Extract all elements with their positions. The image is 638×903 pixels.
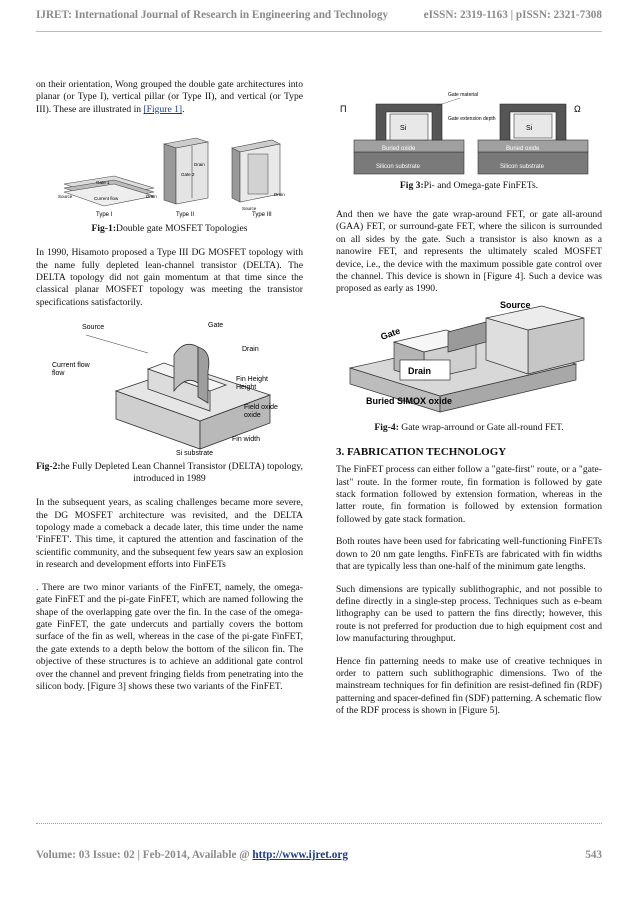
- svg-text:oxide: oxide: [244, 412, 261, 420]
- svg-text:Si: Si: [400, 125, 407, 132]
- svg-text:Drain: Drain: [242, 346, 259, 354]
- svg-text:Drain: Drain: [274, 192, 285, 198]
- journal-title: IJRET: International Journal of Research in Engineering and Technology: [36, 9, 389, 21]
- svg-text:Type I: Type I: [96, 212, 113, 219]
- svg-text:Current flow: Current flow: [52, 362, 90, 370]
- paragraph: The FinFET process can either follow a "gate-first" route, or a "gate-last" route. In the former route, fin formation is followed by gate stack formation followed by extension formation, whereas in the latter route, fin formation is followed by extension formation followed by gate stack formation.: [336, 464, 602, 525]
- figure-2-image: [36, 311, 303, 457]
- svg-text:Fin width: Fin width: [232, 436, 261, 444]
- svg-text:Ω: Ω: [574, 104, 581, 114]
- svg-text:Gate extension depth: Gate extension depth: [448, 116, 496, 122]
- svg-text:Source: Source: [500, 299, 531, 310]
- figure-1-image: [36, 126, 303, 221]
- svg-text:Height: Height: [236, 384, 257, 392]
- svg-text:Si: Si: [526, 125, 533, 132]
- section-heading: 3. FABRICATION TECHNOLOGY: [336, 445, 507, 458]
- svg-text:Silicon substrate: Silicon substrate: [376, 164, 421, 170]
- paragraph: In the subsequent years, as scaling challenges became more severe, the DG MOSFET architecture was revisited, and the DELTA topology made a comeback a decade later, this time under the name 'FinFET'. This time, it captured the attention and fascination of the scientific community, and the subsequent few years saw an explosion in research and development efforts into FinFETs: [36, 497, 303, 571]
- svg-text:Source: Source: [82, 324, 105, 332]
- svg-text:Π: Π: [340, 104, 347, 114]
- svg-text:Drain: Drain: [194, 162, 205, 168]
- paragraph: And then we have the gate wrap-around FET, or gate all-around (GAA) FET, or surround-gate FET, where the silicon is surrounded on all sides by the gate. Such a transistor is also known as a nanowire FET, and represents the ultimately scaled MOSFET device, i.e., the device with the maximum possible gate control over the channel. This device is shown in [Figure 4]. Such a device was proposed as early as 1990.: [336, 209, 602, 295]
- svg-text:Gate 2: Gate 2: [181, 172, 195, 178]
- svg-text:Buried oxide: Buried oxide: [506, 146, 540, 152]
- svg-text:Drain: Drain: [146, 194, 157, 200]
- svg-text:Gate material: Gate material: [448, 92, 479, 98]
- figure-3: [336, 90, 602, 192]
- svg-text:Source: Source: [242, 206, 257, 212]
- svg-text:Silicon substrate: Silicon substrate: [500, 164, 545, 170]
- paragraph: Hence fin patterning needs to make use of creative techniques in order to pattern such sublithographic dimensions. Two of the mainstream techniques for fin definition are resist-defined fin (RDF) patterning and spacer-defined fin (SDF) patterning. A schematic flow of the RDF process is shown in [Figure 5].: [336, 655, 602, 717]
- paragraph: . There are two minor variants of the FinFET, namely, the omega-gate FinFET and the pi-gate FinFET, which are named following the shape of the overlapping gate over the fin. In the case of the omega-gate FinFET, the gate undercuts and partially covers the bottom surface of the fin as well, whereas in the case of the pi-gate FinFET, the gate extends to a depth below the bottom of the silicon fin. The objective of these structures is to achieve an additional gate control over the channel and prevent fringing fields from penetrating into the silicon body. [Figure 3] shows these two variants of the FinFET.: [36, 581, 303, 692]
- paragraph: Both routes have been used for fabricating well-functioning FinFETs down to 20 nm gate lengths. FinFETs are fabricated with fin widths that are typically less than one-half of the minimum gate lengths.: [336, 536, 602, 573]
- svg-text:Current flow: Current flow: [94, 196, 119, 202]
- header-rule: [36, 31, 602, 32]
- paragraph: In 1990, Hisamoto proposed a Type III DG MOSFET topology with the name fully depleted lean-channel transistor (DELTA). The DELTA topology did not gain momentum at that time since the classical planar MOSFET topology was meeting the transistor specifications satisfactorily.: [36, 247, 303, 308]
- figure-2-caption: Fig-2:he Fully Depleted Lean Channel Transistor (DELTA) topology, introduced in 1989: [36, 461, 303, 485]
- right-column: [336, 209, 602, 728]
- journal-issn: eISSN: 2319-1163 | pISSN: 2321-7308: [423, 9, 602, 21]
- svg-text:flow: flow: [52, 370, 65, 378]
- svg-text:Source: Source: [58, 194, 73, 200]
- svg-text:Gate: Gate: [379, 325, 402, 342]
- figure-4-caption: Fig-4: Gate wrap-arround or Gate all-round FET.: [374, 421, 564, 433]
- svg-text:Fin Height: Fin Height: [236, 376, 268, 384]
- figure-4-image: [336, 298, 602, 418]
- svg-text:Gate: Gate: [208, 322, 224, 330]
- paragraph: on their orientation, Wong grouped the double gate architectures into planar (or Type I), vertical pillar (or Type II), and vertical (or Type III). These are illustrated in [Figure 1].: [36, 79, 303, 115]
- paragraph: Such dimensions are typically sublithographic, and not possible to define directly in a single-step process. Techniques such as e-beam lithography can be used to pattern the fins directly; however, this route is not preferred for production due to high equipment cost and low manufacturing throughput.: [336, 583, 602, 645]
- svg-text:Si substrate: Si substrate: [176, 450, 213, 458]
- svg-text:Field oxide: Field oxide: [244, 404, 278, 412]
- svg-text:Drain: Drain: [408, 365, 432, 376]
- footer-volume: Volume: 03 Issue: 02 | Feb-2014, Available @ http://www.ijret.org: [36, 849, 348, 861]
- journal-url-link[interactable]: http://www.ijret.org: [252, 849, 348, 861]
- svg-text:Type III: Type III: [252, 212, 272, 219]
- figure-3-image: [336, 90, 602, 176]
- left-column: [36, 79, 303, 703]
- page-footer: [36, 823, 602, 861]
- figure-1-link[interactable]: [Figure 1]: [143, 103, 183, 115]
- page-number: 543: [585, 849, 602, 861]
- svg-text:Buried oxide: Buried oxide: [382, 146, 416, 152]
- page-header: [36, 9, 602, 41]
- figure-1-caption: Fig-1:Double gate MOSFET Topologies: [91, 223, 248, 235]
- svg-text:Gate 1: Gate 1: [96, 180, 110, 186]
- svg-text:Type II: Type II: [176, 212, 195, 219]
- footer-rule: [36, 823, 602, 824]
- svg-text:Buried SIMOX oxide: Buried SIMOX oxide: [366, 395, 453, 406]
- figure-3-caption: Fig 3:Pi- and Omega-gate FinFETs.: [399, 180, 539, 191]
